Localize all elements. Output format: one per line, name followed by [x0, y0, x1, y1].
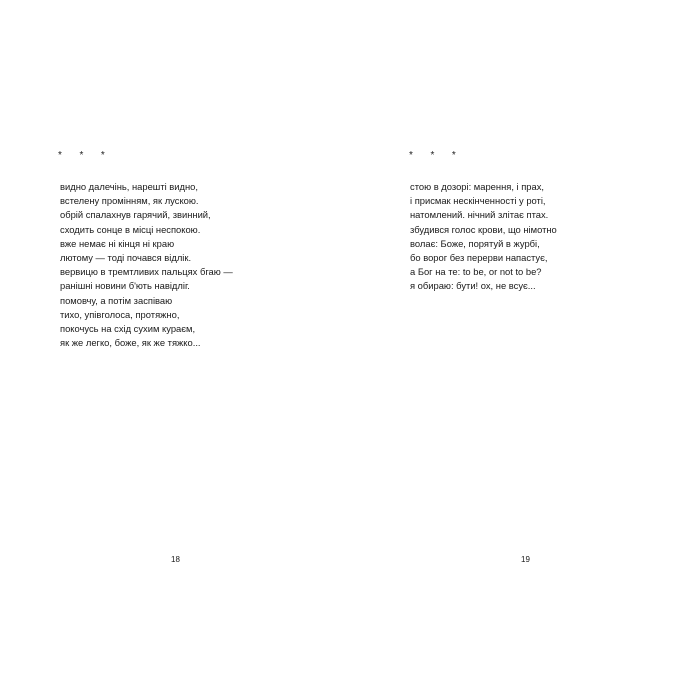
poem-line: помовчу, а потім заспіваю [60, 294, 173, 306]
poem-line: і присмак нескінченності у роті, [410, 195, 546, 207]
page-number: 18 [171, 555, 180, 564]
poem-line: сходить сонце в місці неспокою. [60, 223, 201, 235]
section-ornament: * * * [58, 150, 105, 161]
poem-line: волає: Боже, порятуй в журбі, [410, 237, 540, 249]
poem-line: ранішні новини б'ють навідліг. [60, 280, 190, 292]
right-page [350, 0, 700, 700]
poem-line: я обираю: бути! ох, не всує... [410, 280, 536, 292]
poem-line: вервицю в тремтливих пальцях бгаю — [60, 266, 233, 278]
poem-line: лютому — тоді почався відлік. [60, 252, 192, 264]
poem-stanza [410, 180, 557, 294]
section-ornament: * * * [409, 150, 456, 161]
poem-line: тихо, упівголоса, протяжно, [60, 308, 180, 320]
poem-line: натомлений. нічний злітає птах. [410, 209, 549, 221]
poem-line: збудився голос крови, що німотно [410, 223, 557, 235]
poem-line: вже немає ні кінця ні краю [60, 237, 175, 249]
poem-stanza [60, 180, 233, 350]
poem-line: обрій спалахнув гарячий, звинний, [60, 209, 211, 221]
poem-line: як же легко, боже, як же тяжко... [60, 337, 201, 349]
poem-line: видно далечінь, нарешті видно, [60, 181, 198, 192]
poem-line: а Бог на те: to be, or not to be? [410, 266, 542, 278]
poem-line: бо ворог без перерви напастує, [410, 252, 548, 264]
poem-line: стою в дозорі: марення, і прах, [410, 181, 545, 192]
poem-line: покочусь на схід сухим кураєм, [60, 323, 196, 335]
page-number: 19 [521, 555, 530, 564]
poem-line: встелену промінням, як лускою. [60, 195, 199, 207]
